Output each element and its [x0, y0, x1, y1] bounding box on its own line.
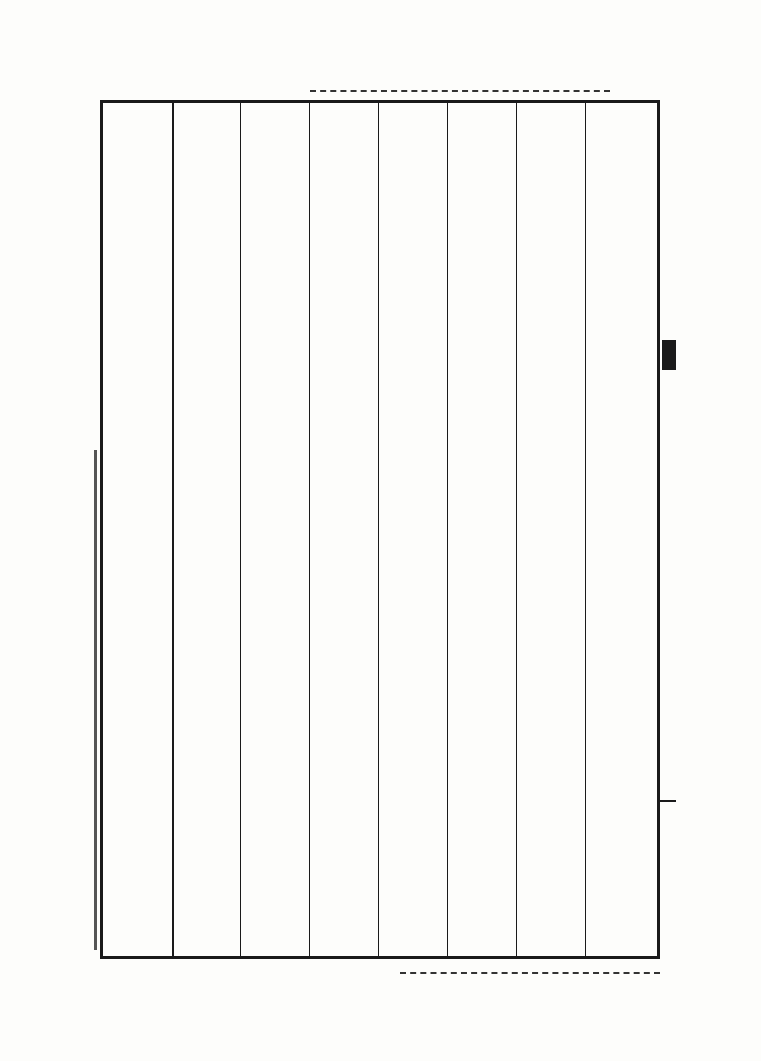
- scan-dash-bottom: [400, 972, 660, 974]
- bottom-border: [100, 956, 660, 959]
- column-divider: [516, 103, 517, 956]
- header-fragment: [660, 100, 700, 350]
- column-divider: [240, 103, 241, 956]
- edge-mark: [662, 340, 676, 370]
- top-border: [100, 100, 660, 103]
- column-divider: [309, 103, 310, 956]
- scan-dash-top: [310, 90, 610, 92]
- column-divider: [585, 103, 586, 956]
- column-divider: [447, 103, 448, 956]
- left-border: [100, 100, 103, 959]
- column-divider: [378, 103, 379, 956]
- edge-tick: [660, 800, 676, 802]
- heading-divider: [172, 103, 174, 956]
- binding-mark: [94, 450, 97, 950]
